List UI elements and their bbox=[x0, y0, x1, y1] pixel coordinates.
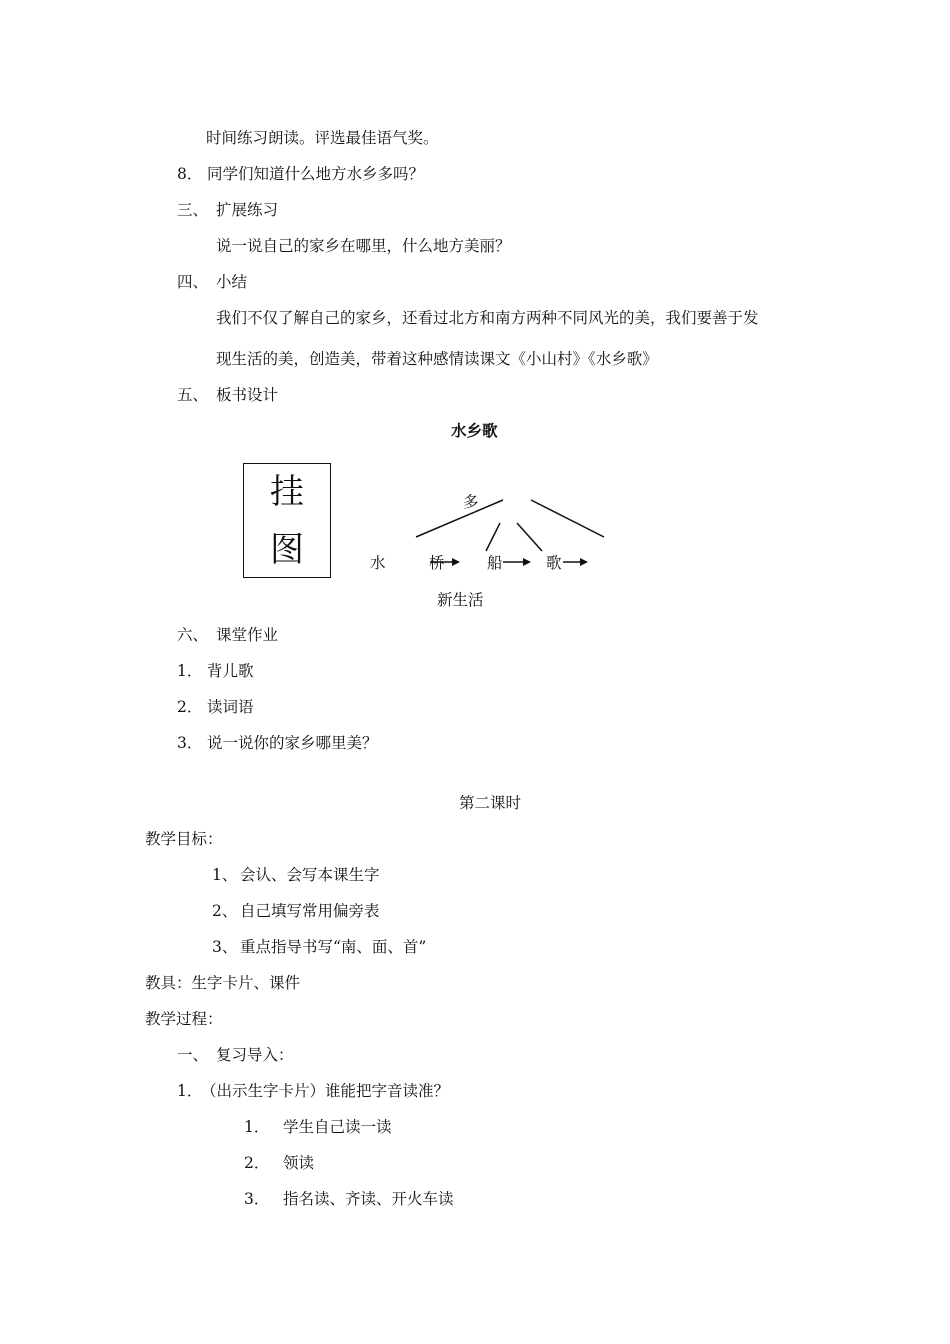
heading-text: 课堂作业 bbox=[216, 626, 279, 644]
item-number: 2． bbox=[177, 698, 203, 716]
goal-item bbox=[212, 937, 426, 957]
diagram-word-duo: 多 bbox=[463, 493, 479, 511]
item-text: 指名读、齐读、开火车读 bbox=[283, 1190, 454, 1208]
item-number: 3、 bbox=[212, 938, 238, 956]
list-item bbox=[177, 1081, 449, 1101]
item-text: 重点指导书写“南、面、首” bbox=[240, 938, 427, 956]
frame-char: 挂 bbox=[270, 472, 304, 512]
heading-number: 四、 bbox=[177, 273, 209, 291]
diagram-word: 船 bbox=[487, 554, 503, 572]
list-item bbox=[177, 661, 254, 681]
diagram-bottom-word: 新生活 bbox=[437, 591, 484, 609]
section-heading bbox=[177, 385, 278, 405]
item-number: 2、 bbox=[212, 902, 238, 920]
diagram-word: 水 bbox=[370, 554, 386, 572]
branch-line bbox=[517, 523, 542, 551]
heading-text: 小结 bbox=[216, 273, 248, 291]
section-heading bbox=[177, 625, 278, 645]
section-heading bbox=[177, 200, 278, 220]
heading-text: 板书设计 bbox=[216, 386, 279, 404]
list-item bbox=[177, 733, 378, 753]
text-line: 说一说自己的家乡在哪里，什么地方美丽？ bbox=[216, 237, 511, 255]
heading-number: 五、 bbox=[177, 386, 209, 404]
diagram-word: 歌 bbox=[546, 554, 562, 572]
goal-item bbox=[212, 865, 380, 885]
list-item bbox=[244, 1189, 454, 1209]
item-number: 1、 bbox=[212, 866, 238, 884]
list-item bbox=[244, 1117, 392, 1137]
item-text: （出示生字卡片）谁能把字音读准？ bbox=[201, 1082, 450, 1100]
text-line: 现生活的美，创造美，带着这种感情读课文《小山村》《水乡歌》 bbox=[216, 350, 658, 368]
frame-char: 图 bbox=[270, 530, 304, 570]
heading-number: 六、 bbox=[177, 626, 209, 644]
item-text: 同学们知道什么地方水乡多吗？ bbox=[207, 165, 425, 183]
wall-chart-frame bbox=[243, 463, 331, 578]
branch-line bbox=[486, 523, 500, 551]
item-number: 3． bbox=[177, 734, 203, 752]
item-number: 1． bbox=[244, 1118, 270, 1136]
item-text: 背儿歌 bbox=[207, 662, 254, 680]
item-number: 1． bbox=[177, 1082, 203, 1100]
item-text: 学生自己读一读 bbox=[283, 1118, 392, 1136]
item-text: 领读 bbox=[283, 1154, 315, 1172]
board-title: 水乡歌 bbox=[451, 421, 498, 440]
arrow-head bbox=[452, 558, 460, 566]
text-line: 我们不仅了解自己的家乡，还看过北方和南方两种不同风光的美，我们要善于发 bbox=[216, 309, 759, 327]
text-line: 时间练习朗读。评选最佳语气奖。 bbox=[206, 129, 439, 147]
list-item bbox=[177, 164, 424, 184]
section-heading bbox=[177, 1045, 294, 1065]
process-label: 教学过程： bbox=[145, 1010, 223, 1028]
list-item bbox=[244, 1153, 314, 1173]
arrow-head bbox=[523, 558, 531, 566]
heading-number: 三、 bbox=[177, 201, 209, 219]
item-text: 说一说你的家乡哪里美？ bbox=[207, 734, 378, 752]
item-text: 自己填写常用偏旁表 bbox=[240, 902, 380, 920]
item-number: 3． bbox=[244, 1190, 270, 1208]
heading-number: 一、 bbox=[177, 1046, 209, 1064]
section-heading bbox=[177, 272, 247, 292]
diagram-word: 桥 bbox=[429, 554, 445, 572]
heading-text: 扩展练习 bbox=[216, 201, 279, 219]
item-number: 1． bbox=[177, 662, 203, 680]
arrow-head bbox=[580, 558, 588, 566]
branch-line bbox=[416, 500, 503, 537]
goal-item bbox=[212, 901, 380, 921]
tools-line: 教具：生字卡片、课件 bbox=[145, 974, 301, 992]
heading-text: 复习导入： bbox=[216, 1046, 294, 1064]
goals-label: 教学目标： bbox=[145, 830, 223, 848]
item-text: 读词语 bbox=[207, 698, 254, 716]
lesson-title: 第二课时 bbox=[459, 794, 522, 812]
branch-line bbox=[531, 500, 604, 537]
item-number: 8． bbox=[177, 165, 203, 183]
item-number: 2． bbox=[244, 1154, 270, 1172]
item-text: 会认、会写本课生字 bbox=[240, 866, 380, 884]
list-item bbox=[177, 697, 254, 717]
